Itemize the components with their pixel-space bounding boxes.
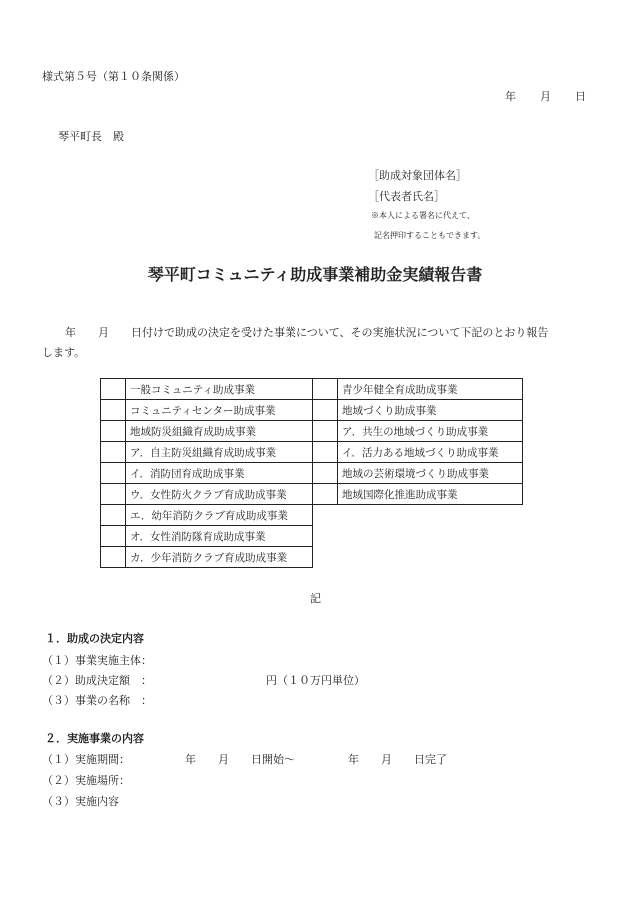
intro-line-1: 年 月 日付けで助成の決定を受けた事業について、その実施状況について下記のとおり報告	[65, 326, 549, 339]
empty-cell	[338, 547, 523, 568]
right-item-label: ア．共生の地域づくり助成事業	[338, 421, 523, 442]
table-row	[101, 442, 523, 463]
left-item-label: 一般コミュニティ助成事業	[126, 379, 313, 400]
left-checkbox-cell[interactable]	[101, 421, 126, 442]
section-1-heading: １．助成の決定内容	[45, 632, 144, 645]
left-item-label: ウ．女性防火クラブ育成助成事業	[126, 484, 313, 505]
left-checkbox-cell[interactable]	[101, 400, 126, 421]
page-title: 琴平町コミュニティ助成事業補助金実績報告書	[147, 265, 483, 284]
left-item-label: コミュニティセンター助成事業	[126, 400, 313, 421]
signature-note-2: 記名押印することもできます。	[374, 231, 486, 240]
project-type-table	[100, 378, 523, 568]
empty-cell	[313, 547, 338, 568]
period-start: 年 月 日開始～	[185, 753, 295, 766]
left-checkbox-cell[interactable]	[101, 442, 126, 463]
table-row	[101, 400, 523, 421]
left-checkbox-cell[interactable]	[101, 484, 126, 505]
left-item-label: エ．幼年消防クラブ育成助成事業	[126, 505, 313, 526]
left-checkbox-cell[interactable]	[101, 547, 126, 568]
period-end: 年 月 日完了	[348, 753, 447, 766]
left-item-label: 地域防災組織育成助成事業	[126, 421, 313, 442]
right-checkbox-cell[interactable]	[313, 442, 338, 463]
section-2-item-1: （１）実施期間：	[42, 753, 130, 766]
right-checkbox-cell[interactable]	[313, 484, 338, 505]
empty-cell	[338, 505, 523, 526]
table-row	[101, 526, 523, 547]
table-row	[101, 463, 523, 484]
empty-cell	[313, 505, 338, 526]
representative-label: ［代表者氏名］	[368, 190, 445, 203]
left-checkbox-cell[interactable]	[101, 379, 126, 400]
right-item-label: イ．活力ある地域づくり助成事業	[338, 442, 523, 463]
section-2-heading: ２．実施事業の内容	[45, 732, 144, 745]
table-row	[101, 421, 523, 442]
intro-line-2: します。	[42, 346, 86, 359]
ki-marker: 記	[310, 592, 321, 605]
table-row	[101, 547, 523, 568]
table-row	[101, 484, 523, 505]
right-item-label: 地域国際化推進助成事業	[338, 484, 523, 505]
addressee: 琴平町長 殿	[58, 130, 124, 143]
date-month: 月	[540, 90, 551, 103]
section-1-item-3: （３）事業の名称 ：	[42, 694, 152, 707]
left-checkbox-cell[interactable]	[101, 526, 126, 547]
left-checkbox-cell[interactable]	[101, 463, 126, 484]
date-year: 年	[505, 90, 516, 103]
empty-cell	[338, 526, 523, 547]
left-checkbox-cell[interactable]	[101, 505, 126, 526]
right-checkbox-cell[interactable]	[313, 421, 338, 442]
right-checkbox-cell[interactable]	[313, 463, 338, 484]
right-item-label: 地域の芸術環境づくり助成事業	[338, 463, 523, 484]
signature-note-1: ※本人による署名に代えて、	[371, 211, 475, 220]
right-checkbox-cell[interactable]	[313, 400, 338, 421]
left-item-label: カ．少年消防クラブ育成助成事業	[126, 547, 313, 568]
group-name-label: ［助成対象団体名］	[368, 169, 467, 182]
section-2-item-3: （３）実施内容	[42, 795, 119, 808]
left-item-label: オ．女性消防隊育成助成事業	[126, 526, 313, 547]
left-item-label: イ．消防団育成助成事業	[126, 463, 313, 484]
left-item-label: ア．自主防災組織育成助成事業	[126, 442, 313, 463]
amount-unit: 円（１０万円単位）	[266, 674, 365, 687]
section-1-item-1: （１）事業実施主体：	[42, 654, 152, 667]
empty-cell	[313, 526, 338, 547]
table-row	[101, 379, 523, 400]
table-row	[101, 505, 523, 526]
right-checkbox-cell[interactable]	[313, 379, 338, 400]
right-item-label: 地域づくり助成事業	[338, 400, 523, 421]
section-2-item-2: （２）実施場所：	[42, 774, 130, 787]
section-1-item-2: （２）助成決定額 ：	[42, 674, 152, 687]
date-day: 日	[575, 90, 586, 103]
form-number: 様式第５号（第１０条関係）	[42, 70, 185, 83]
right-item-label: 青少年健全育成助成事業	[338, 379, 523, 400]
